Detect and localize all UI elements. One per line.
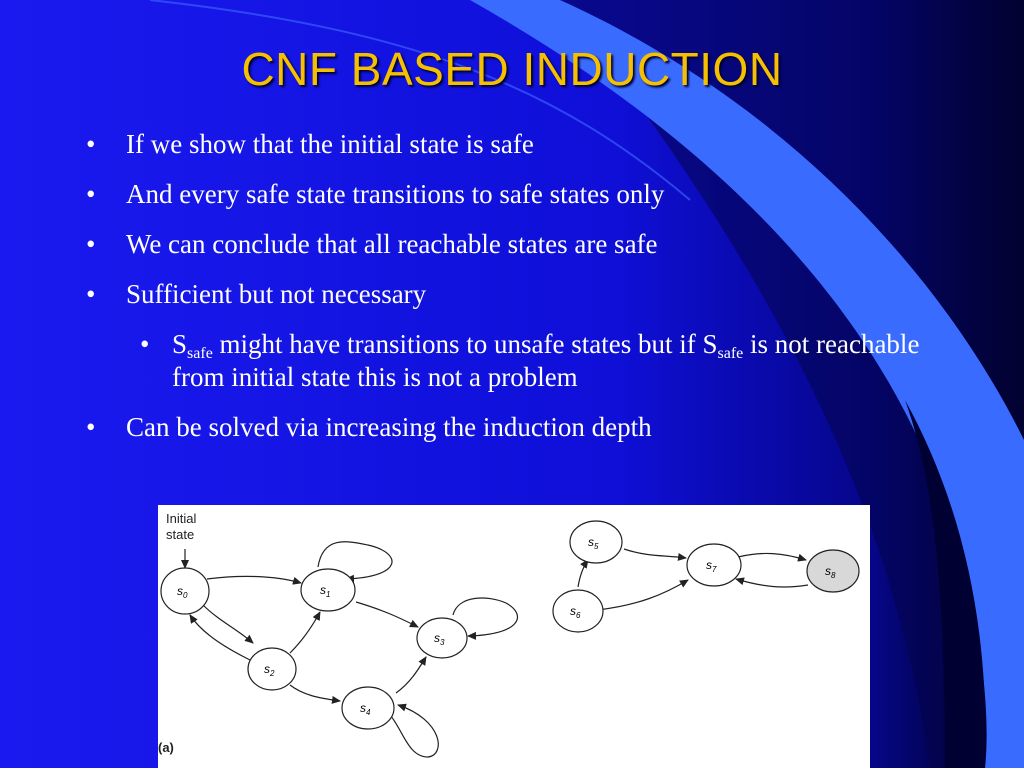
state-node-s3 [417, 618, 467, 658]
bullet-item [86, 128, 966, 161]
state-nodes [161, 521, 859, 729]
svg-text:s2: $s_2$ [264, 662, 275, 678]
state-node-s8 [807, 550, 859, 592]
bullet-item [86, 178, 966, 211]
svg-text:s6: $s_6$ [570, 604, 581, 620]
svg-text:s5: $s_5$ [588, 535, 599, 551]
svg-text:s7: $s_7$ [706, 558, 717, 574]
bullet-item [86, 278, 966, 311]
bullet-marker: • [86, 129, 96, 159]
state-diagram-figure [158, 505, 870, 768]
bullet-text: And every safe state transitions to safe states only [126, 179, 665, 209]
sub-bullet-item [86, 328, 966, 394]
bullet-text: If we show that the initial state is safe [126, 129, 534, 159]
initial-state-label: state [166, 527, 195, 542]
svg-text:s3: $s_3$ [434, 631, 445, 647]
bullet-marker: • [86, 179, 96, 209]
svg-text:s0: $s_0$ [177, 584, 188, 600]
bullet-marker: • [86, 229, 96, 259]
bullet-text: We can conclude that all reachable states are safe [126, 229, 658, 259]
state-node-s4 [342, 687, 394, 729]
bullet-marker: • [140, 329, 150, 359]
bullet-marker: • [86, 279, 96, 309]
svg-text:s8: $s_8$ [825, 564, 836, 580]
state-node-s2 [248, 648, 296, 690]
bullet-text: Sufficient but not necessary [126, 279, 427, 309]
state-node-s5 [570, 521, 622, 563]
state-node-s0 [161, 568, 209, 614]
state-diagram [158, 505, 870, 768]
initial-state-label: Initial [166, 511, 197, 526]
sub-bullet-text: $S_{safe}$ might have transitions to unsafe states but if $S_{safe}$ is not reachable from initial state this is not a problem [172, 329, 920, 392]
state-node-s7 [687, 544, 741, 586]
bullet-text: Can be solved via increasing the induction depth [126, 412, 652, 442]
svg-text:s4: $s_4$ [360, 701, 371, 717]
state-node-s1 [301, 569, 355, 611]
bullet-item [86, 411, 966, 444]
state-node-s6 [553, 590, 603, 632]
bullet-marker: • [86, 412, 96, 442]
svg-text:s1: $s_1$ [320, 583, 331, 599]
bullet-item [86, 228, 966, 261]
slide-title: CNF BASED INDUCTION [241, 43, 783, 95]
bullet-list [86, 128, 966, 461]
figure-caption: (a) [158, 740, 174, 755]
